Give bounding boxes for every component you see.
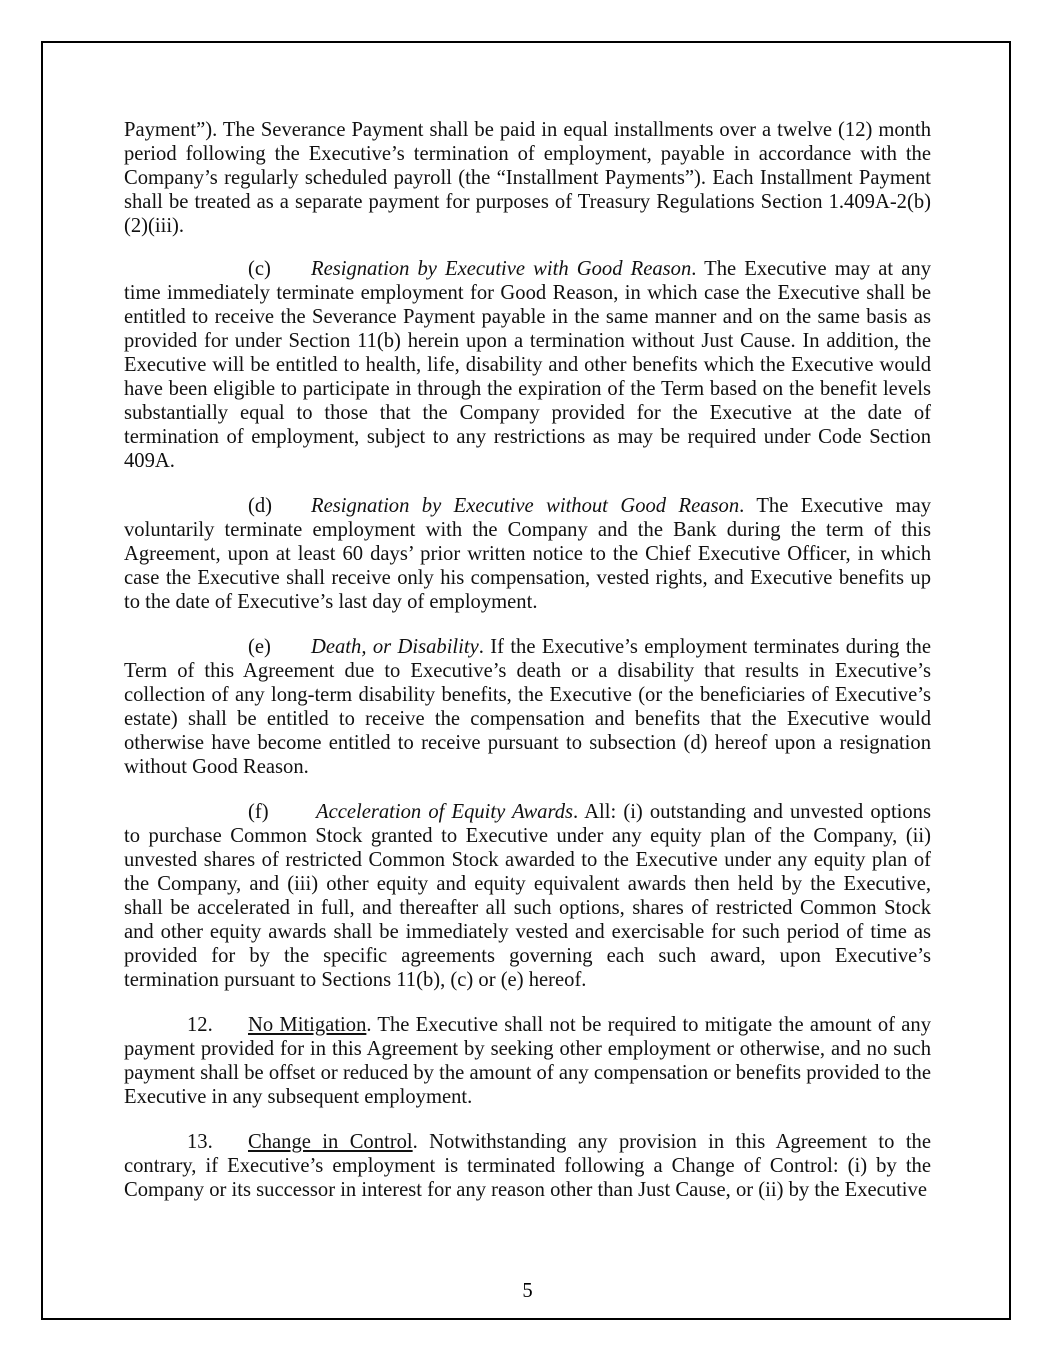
- subsection-c: [124, 257, 931, 473]
- subsection-label: (c): [248, 258, 271, 280]
- section-13: [124, 1130, 931, 1202]
- section-label: 12.: [187, 1014, 213, 1036]
- subsection-label: (d): [248, 495, 273, 517]
- subsection-d: [124, 494, 931, 614]
- subsection-title: Resignation by Executive without Good Reason: [311, 495, 740, 517]
- subsection-label: (f): [248, 801, 269, 823]
- page-number: 5: [522, 1280, 533, 1302]
- section-body: . Notwithstanding any provision in this Agreement to the contrary, if Executive’s employment is terminated following a Change of Control: (i) by the Company or its successor in interest for any reason other than Just Cause, or (ii) by the Executive: [124, 1131, 931, 1201]
- document-body: [124, 118, 931, 1223]
- subsection-body: . The Executive may voluntarily terminate employment with the Company and the Bank during the term of this Agreement, upon at least 60 days’ prior written notice to the Chief Executive Officer, in which case the Executive shall receive only his compensation, vested rights, and Executive benefits up to the date of Executive’s last day of employment.: [124, 495, 932, 613]
- section-12: [124, 1013, 931, 1109]
- subsection-label: (e): [248, 636, 271, 658]
- section-body: . The Executive shall not be required to mitigate the amount of any payment provided for in this Agreement by seeking other employment or otherwise, and no such payment shall be offset or reduced by the amount of any compensation or benefits provided to the Executive in any subsequent employment.: [124, 1014, 931, 1108]
- section-title: Change in Control: [248, 1131, 413, 1153]
- section-title: No Mitigation: [248, 1014, 367, 1036]
- subsection-title: Death, or Disability: [311, 636, 479, 658]
- subsection-title: Resignation by Executive with Good Reason: [311, 258, 692, 280]
- subsection-f: [124, 800, 931, 992]
- section-label: 13.: [187, 1131, 213, 1153]
- continuation-paragraph: Payment”). The Severance Payment shall be paid in equal installments over a twelve (12) month period following the Executive’s termination of employment, payable in accordance with the Company’s regularly scheduled payroll (the “Installment Payments”). Each Installment Payment shall be treated as a separate payment for purposes of Treasury Regulations Section 1.409A-2(b)(2)(iii).: [124, 119, 931, 237]
- subsection-e: [124, 635, 931, 779]
- subsection-body: . The Executive may at any time immediately terminate employment for Good Reason, in which case the Executive shall be entitled to receive the Severance Payment payable in the same manner and on the same basis as provided for under Section 11(b) herein upon a termination without Just Cause. In addition, the Executive will be entitled to health, life, disability and other benefits which the Executive would have been eligible to participate in through the expiration of the Term based on the benefit levels substantially equal to those that the Company provided for the Executive at the date of termination of employment, subject to any restrictions as may be required under Code Section 409A.: [124, 258, 931, 472]
- subsection-body: . If the Executive’s employment terminates during the Term of this Agreement due to Executive’s death or a disability that results in Executive’s collection of any long-term disability benefits, the Executive (or the beneficiaries of Executive’s estate) shall be entitled to receive the compensation and benefits that the Executive would otherwise have become entitled to receive pursuant to subsection (d) hereof upon a resignation without Good Reason.: [124, 636, 931, 778]
- subsection-body: . All: (i) outstanding and unvested options to purchase Common Stock granted to Executive under any equity plan of the Company, (ii) unvested shares of restricted Common Stock awarded to the Executive under any equity plan of the Company, and (iii) other equity and equity equivalent awards then held by the Executive, shall be accelerated in full, and thereafter all such options, shares of restricted Common Stock and other equity awards shall be immediately vested and exercisable for such period of time as provided for by the specific agreements governing each such award, upon Executive’s termination pursuant to Sections 11(b), (c) or (e) hereof.: [124, 801, 931, 991]
- subsection-title: Acceleration of Equity Awards: [316, 801, 574, 823]
